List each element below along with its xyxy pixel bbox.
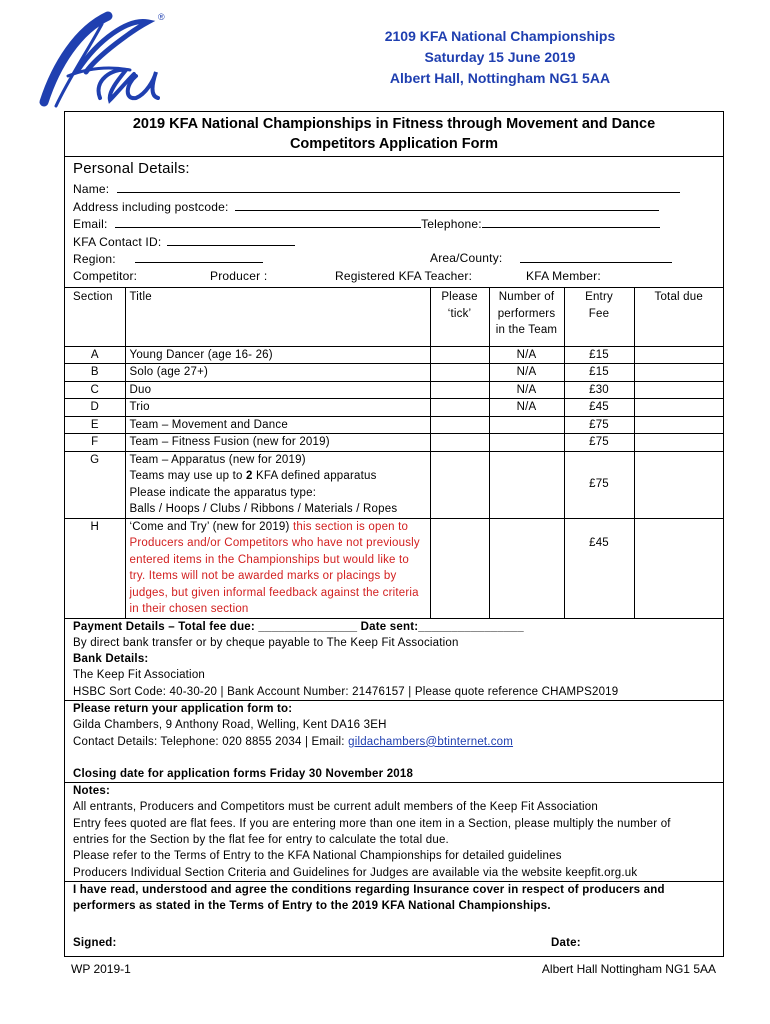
- bank-account: HSBC Sort Code: 40-30-20 | Bank Account Number: 21476157 | Please quote reference CHAMPS2019: [73, 685, 619, 698]
- date-label: Date:: [551, 936, 581, 949]
- entry-fee-header: Entry Fee: [564, 288, 634, 347]
- tick-cell[interactable]: [430, 434, 489, 452]
- notes-heading: Notes:: [73, 785, 110, 798]
- row-fee: £45: [564, 518, 634, 618]
- total-cell[interactable]: [634, 346, 723, 364]
- row-fee: £75: [564, 451, 634, 518]
- row-title: Trio: [125, 399, 430, 417]
- note-item: Entry fees quoted are flat fees. If you are entering more than one item in a Section, please multiply the number of entries for the Section by the flat fee for entry to calculate the total due.: [73, 817, 671, 847]
- header-date: Saturday 15 June 2019: [424, 49, 576, 65]
- row-fee: £75: [564, 416, 634, 434]
- personal-details-heading: Personal Details:: [73, 160, 190, 177]
- row-number[interactable]: [489, 434, 564, 452]
- row-number[interactable]: N/A: [489, 399, 564, 417]
- row-title: Duo: [125, 381, 430, 399]
- telephone-field[interactable]: [482, 215, 660, 228]
- kfa-logo: [38, 10, 173, 110]
- form-title: 2019 KFA National Championships in Fitness through Movement and Dance Competitors Application Form: [65, 112, 723, 157]
- contact-details: Contact Details: Telephone: 020 8855 2034 | Email:: [73, 735, 349, 748]
- payment-details: [65, 619, 723, 701]
- row-number[interactable]: [489, 416, 564, 434]
- row-number[interactable]: N/A: [489, 364, 564, 382]
- tick-cell[interactable]: [430, 416, 489, 434]
- row-section: F: [65, 434, 125, 452]
- registered-mark: ®: [158, 12, 165, 22]
- total-cell[interactable]: [634, 451, 723, 518]
- application-form: [64, 111, 724, 957]
- total-cell[interactable]: [634, 381, 723, 399]
- row-section: H: [65, 518, 125, 618]
- row-title: Team – Movement and Dance: [125, 416, 430, 434]
- tick-cell[interactable]: [430, 381, 489, 399]
- footer-left: WP 2019-1: [71, 962, 131, 976]
- entries-table: [65, 287, 723, 619]
- telephone-label: Telephone:: [421, 217, 482, 231]
- row-section: D: [65, 399, 125, 417]
- return-heading: Please return your application form to:: [73, 702, 293, 715]
- area-label: Area/County:: [430, 251, 503, 265]
- contact-id-label: KFA Contact ID:: [73, 234, 162, 249]
- tick-cell[interactable]: [430, 346, 489, 364]
- table-row: [65, 518, 723, 618]
- row-title: Team – Apparatus (new for 2019) Teams may use up to 2 KFA defined apparatus Please indicate the apparatus type: Balls / Hoops / Clubs / Ribbons / Materials / Ropes: [125, 451, 430, 518]
- table-row: [65, 399, 723, 417]
- email-link[interactable]: gildachambers@btinternet.com: [348, 735, 514, 748]
- tick-cell[interactable]: [430, 399, 489, 417]
- bank-details-label: Bank Details:: [73, 653, 149, 666]
- contact-id-field[interactable]: [167, 233, 295, 246]
- personal-details: [65, 157, 723, 287]
- area-field[interactable]: [520, 250, 672, 263]
- row-fee: £30: [564, 381, 634, 399]
- name-label: Name:: [73, 182, 110, 196]
- row-section: B: [65, 364, 125, 382]
- producer-label: Producer :: [210, 268, 268, 283]
- row-fee: £45: [564, 399, 634, 417]
- table-row: [65, 434, 723, 452]
- table-row: [65, 364, 723, 382]
- region-label: Region:: [73, 252, 116, 266]
- total-due-header: Total due: [634, 288, 723, 347]
- notes-section: [65, 783, 723, 882]
- row-fee: £15: [564, 364, 634, 382]
- payment-line: Payment Details – Total fee due: _______________ Date sent:________________: [73, 620, 524, 633]
- tick-cell[interactable]: [430, 518, 489, 618]
- row-title: Team – Fitness Fusion (new for 2019): [125, 434, 430, 452]
- table-header-row: [65, 288, 723, 347]
- competitor-label: Competitor:: [73, 268, 138, 283]
- region-field[interactable]: [135, 250, 263, 263]
- row-fee: £15: [564, 346, 634, 364]
- table-row: [65, 416, 723, 434]
- signed-label: Signed:: [73, 936, 117, 949]
- note-item: All entrants, Producers and Competitors must be current adult members of the Keep Fit Association: [73, 801, 599, 814]
- row-section: C: [65, 381, 125, 399]
- table-row: [65, 451, 723, 518]
- row-section: G: [65, 451, 125, 518]
- declaration-text: I have read, understood and agree the conditions regarding Insurance cover in respect of producers and performers as stated in the Terms of Entry to the 2019 KFA National Championships.: [73, 883, 665, 913]
- email-field[interactable]: [115, 215, 421, 228]
- note-item: Please refer to the Terms of Entry to the KFA National Championships for detailed guidelines: [73, 850, 562, 863]
- total-cell[interactable]: [634, 416, 723, 434]
- declaration-section: [65, 882, 723, 956]
- tick-header: Please ‘tick’: [430, 288, 489, 347]
- row-number[interactable]: N/A: [489, 346, 564, 364]
- tick-cell[interactable]: [430, 451, 489, 518]
- payment-method: By direct bank transfer or by cheque payable to The Keep Fit Association: [73, 636, 459, 649]
- tick-cell[interactable]: [430, 364, 489, 382]
- total-cell[interactable]: [634, 518, 723, 618]
- total-cell[interactable]: [634, 399, 723, 417]
- return-details: [65, 701, 723, 783]
- member-label: KFA Member:: [526, 268, 601, 283]
- number-cell[interactable]: [489, 451, 564, 518]
- closing-date: Closing date for application forms Friday 30 November 2018: [73, 767, 414, 780]
- note-item: Producers Individual Section Criteria and Guidelines for Judges are available via the website keepfit.org.uk: [73, 866, 638, 879]
- row-title: Young Dancer (age 16- 26): [125, 346, 430, 364]
- simple-rows: [65, 346, 723, 451]
- row-section: E: [65, 416, 125, 434]
- row-section: A: [65, 346, 125, 364]
- total-cell[interactable]: [634, 434, 723, 452]
- name-field[interactable]: [117, 180, 680, 193]
- teacher-label: Registered KFA Teacher:: [335, 268, 473, 283]
- row-number[interactable]: N/A: [489, 381, 564, 399]
- header-venue: Albert Hall, Nottingham NG1 5AA: [389, 70, 611, 86]
- row-title: ‘Come and Try’ (new for 2019) this section is open to Producers and/or Competitors who have not previously entered items in the Championships but would like to try. Items will not be awarded marks or placings by judges, but given informal feedback against the criteria in their chosen section: [125, 518, 430, 618]
- address-label: Address including postcode:: [73, 199, 229, 214]
- address-field[interactable]: [235, 198, 659, 211]
- row-fee: £75: [564, 434, 634, 452]
- table-row: [65, 381, 723, 399]
- section-header: Section: [65, 288, 125, 347]
- row-title: Solo (age 27+): [125, 364, 430, 382]
- title-header: Title: [125, 288, 430, 347]
- footer-right: Albert Hall Nottingham NG1 5AA: [541, 962, 716, 976]
- return-address: Gilda Chambers, 9 Anthony Road, Welling, Kent DA16 3EH: [73, 719, 387, 732]
- bank-name: The Keep Fit Association: [73, 669, 206, 682]
- performers-header: Number of performers in the Team: [489, 288, 564, 347]
- table-row: [65, 346, 723, 364]
- header-title: 2109 KFA National Championships: [384, 28, 616, 44]
- event-header: [330, 26, 670, 89]
- email-label: Email:: [73, 217, 108, 231]
- total-cell[interactable]: [634, 364, 723, 382]
- number-cell[interactable]: [489, 518, 564, 618]
